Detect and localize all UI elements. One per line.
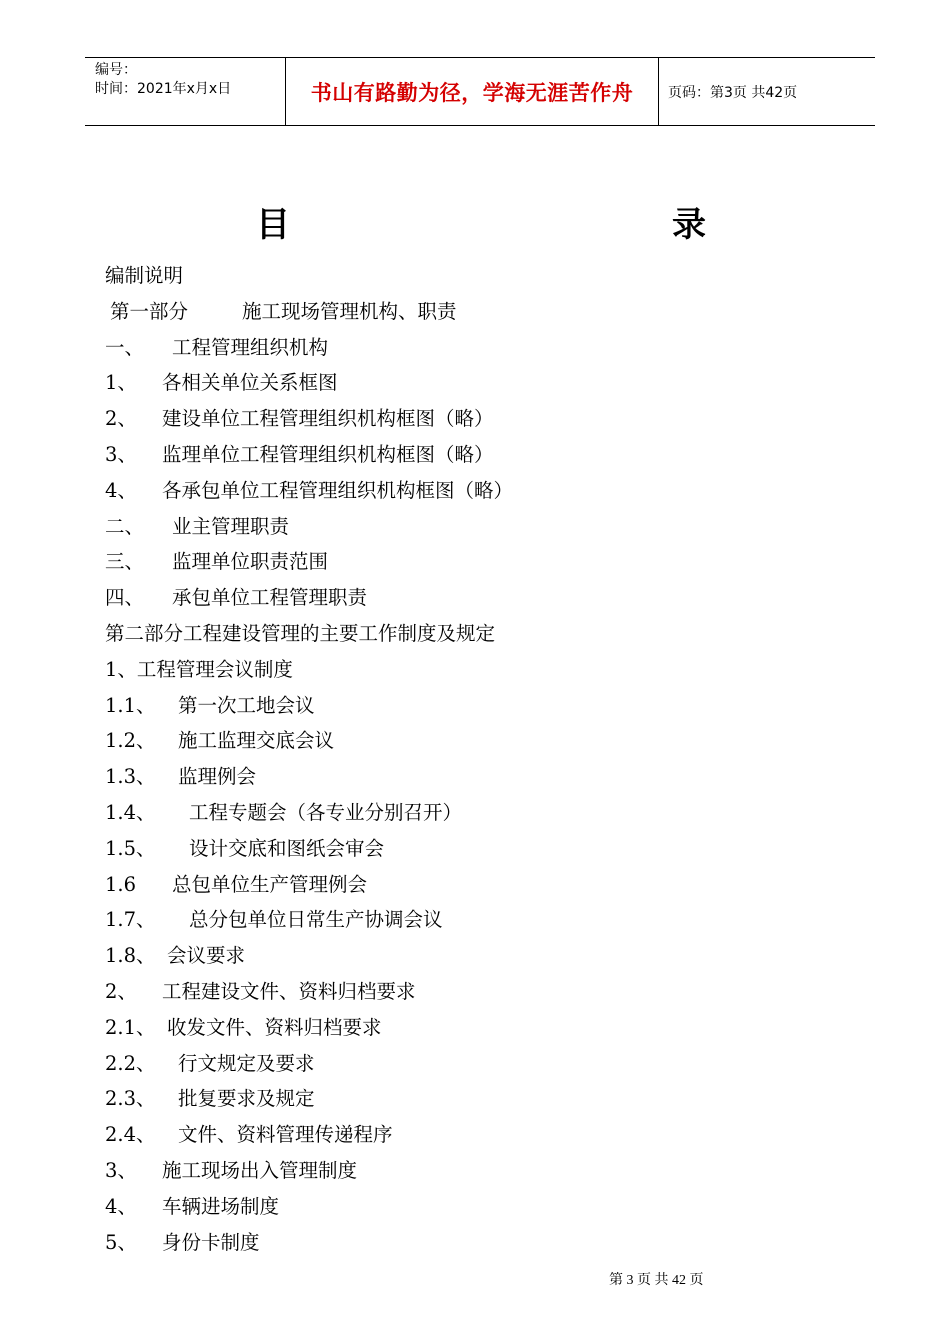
toc-entry: [105, 1081, 885, 1117]
toc-entry-text: 文件、资料管理传递程序: [178, 1123, 393, 1147]
toc-entry: [105, 509, 885, 545]
footer-page-number: 第 3 页 共 42 页: [609, 1273, 704, 1288]
toc-entry-text: 总分包单位日常生产协调会议: [189, 908, 443, 932]
toc-entry: [105, 652, 885, 688]
toc-entry: [105, 688, 885, 724]
toc-entry-number: 4、: [105, 478, 137, 502]
toc-entry: [105, 902, 885, 938]
toc-entry-number: 1.2、: [105, 729, 156, 753]
toc-entry: [105, 1046, 885, 1082]
toc-entry: [105, 330, 885, 366]
toc-entry-text: 第一次工地会议: [178, 693, 315, 717]
toc-entry-text: 身份卡制度: [162, 1230, 260, 1254]
header-page-number: 页码：第3页 共42页: [668, 84, 798, 101]
toc-entry-number: 1.4、: [105, 800, 156, 824]
toc-entry-text: 工程管理组织机构: [172, 335, 329, 359]
toc-entry-text: 工程建设文件、资料归档要求: [162, 979, 416, 1003]
toc-entry-number: 一、: [105, 335, 145, 359]
toc-entry-text: 各承包单位工程管理组织机构框图（略）: [162, 478, 514, 502]
toc-entry-number: 3、: [105, 1158, 137, 1182]
toc-entry-number: 3、: [105, 442, 137, 466]
toc-entry-text: 1、工程管理会议制度: [105, 657, 293, 681]
toc-entry-number: 1.7、: [105, 908, 156, 932]
toc-entry: [105, 544, 885, 580]
toc-entry-text: 业主管理职责: [172, 514, 290, 538]
table-of-contents: [105, 258, 885, 1260]
toc-entry-number: 2、: [105, 407, 137, 431]
toc-entry: [105, 974, 885, 1010]
header-motto-cell: [285, 58, 659, 125]
toc-entry-number: 第一部分: [110, 299, 189, 323]
toc-entry-text: 收发文件、资料归档要求: [167, 1015, 382, 1039]
toc-entry-number: 2.3、: [105, 1087, 156, 1111]
toc-entry-text: 施工监理交底会议: [178, 729, 335, 753]
header-meta: [85, 58, 285, 125]
toc-entry-text: 施工现场出入管理制度: [162, 1158, 358, 1182]
toc-entry-number: 1.5、: [105, 836, 156, 860]
toc-entry-text: 批复要求及规定: [178, 1087, 315, 1111]
toc-entry-text: 建设单位工程管理组织机构框图（略）: [162, 407, 494, 431]
toc-entry-text: 监理单位职责范围: [172, 550, 329, 574]
toc-entry: [105, 795, 885, 831]
toc-entry: [105, 365, 885, 401]
toc-entry-number: 1.8、: [105, 944, 156, 968]
toc-entry-text: 会议要求: [167, 944, 246, 968]
toc-entry: [105, 473, 885, 509]
document-number-label: 编号：: [95, 62, 137, 78]
toc-entry-text: 编制说明: [105, 264, 184, 287]
toc-entry: [105, 616, 885, 652]
toc-entry: [105, 258, 885, 294]
toc-entry: [105, 401, 885, 437]
toc-entry: [105, 1189, 885, 1225]
toc-entry-number: 2.1、: [105, 1015, 156, 1039]
toc-entry-text: 行文规定及要求: [178, 1051, 315, 1075]
page-header: [85, 57, 875, 126]
toc-entry: [105, 1225, 885, 1261]
toc-title-char-1: 目: [256, 205, 290, 245]
toc-entry-number: 2.4、: [105, 1123, 156, 1147]
toc-entry: [105, 580, 885, 616]
toc-entry: [105, 1010, 885, 1046]
header-motto: 书山有路勤为径，学海无涯苦作舟: [310, 79, 634, 105]
toc-entry-text: 车辆进场制度: [162, 1194, 280, 1218]
toc-entry: [105, 437, 885, 473]
document-time-label: 时间：2021年x月x日: [95, 81, 232, 97]
toc-entry-number: 1.1、: [105, 693, 156, 717]
page-footer: [0, 1269, 950, 1289]
toc-entry-text: 各相关单位关系框图: [162, 371, 338, 395]
toc-entry-text: 工程专题会（各专业分别召开）: [189, 800, 463, 824]
toc-entry: [105, 938, 885, 974]
toc-entry-number: 1.6: [105, 872, 137, 896]
toc-entry: [105, 867, 885, 903]
toc-entry-number: 三、: [105, 550, 145, 574]
toc-title: [0, 200, 950, 250]
toc-entry-text: 设计交底和图纸会审会: [189, 836, 385, 860]
toc-title-char-2: 录: [672, 205, 706, 245]
toc-entry-number: 5、: [105, 1230, 137, 1254]
toc-entry-text: 施工现场管理机构、职责: [242, 299, 457, 323]
toc-entry-text: 第二部分工程建设管理的主要工作制度及规定: [105, 621, 496, 645]
toc-entry: [105, 1153, 885, 1189]
toc-entry: [105, 831, 885, 867]
toc-entry: [105, 294, 885, 330]
toc-entry-text: 监理例会: [178, 765, 257, 789]
toc-entry-number: 1.3、: [105, 765, 156, 789]
toc-entry-number: 1、: [105, 371, 137, 395]
toc-entry: [105, 759, 885, 795]
toc-entry: [105, 723, 885, 759]
toc-entry-text: 总包单位生产管理例会: [172, 872, 368, 896]
toc-entry: [105, 1117, 885, 1153]
toc-entry-number: 4、: [105, 1194, 137, 1218]
toc-entry-number: 四、: [105, 586, 145, 610]
toc-entry-number: 2.2、: [105, 1051, 156, 1075]
toc-entry-number: 2、: [105, 979, 137, 1003]
toc-entry-text: 监理单位工程管理组织机构框图（略）: [162, 442, 494, 466]
toc-entry-text: 承包单位工程管理职责: [172, 586, 368, 610]
header-page-cell: [659, 58, 875, 125]
toc-entry-number: 二、: [105, 514, 145, 538]
